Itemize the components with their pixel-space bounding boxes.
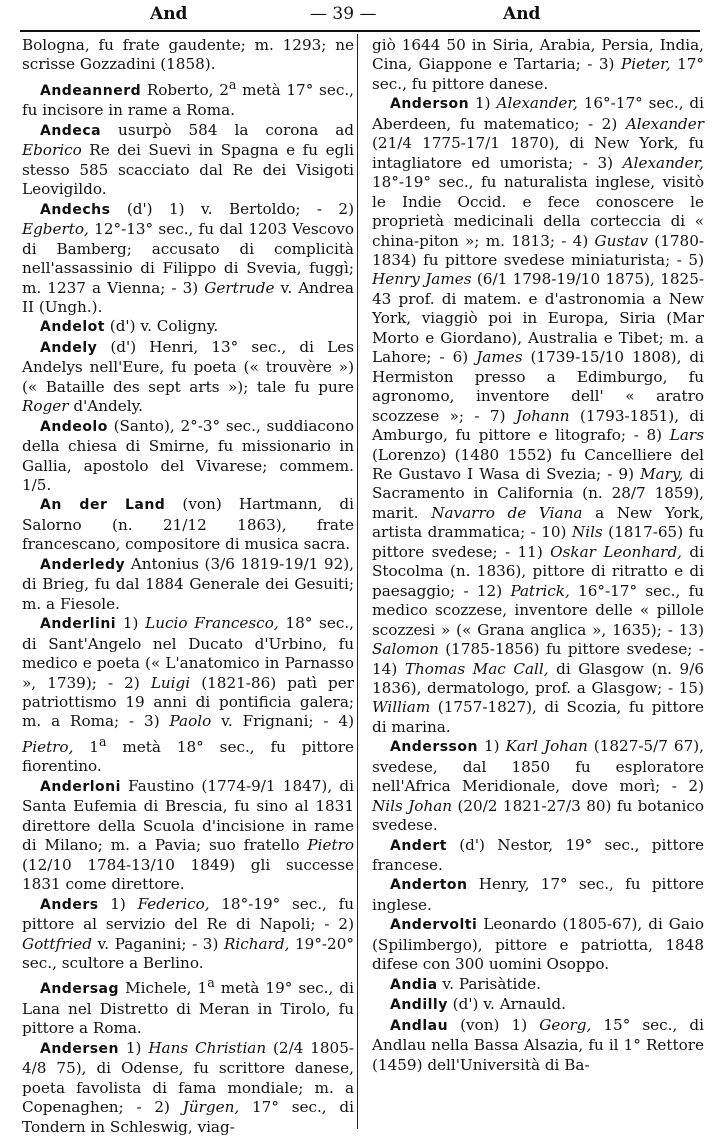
entry-text: v. Paganini; - 3) xyxy=(91,934,224,953)
entry-text: giò 1644 50 in Siria, Arabia, Persia, India, Cina, Giappone e Tartaria; - 3) xyxy=(372,36,704,74)
entry-text: (Santo), 2°-3° sec., suddiacono della chiesa di Smirne, fu missionario in Gallia, apostolo del Vivarese; commem. 1/5. xyxy=(22,416,354,495)
entry-headword: Andersen xyxy=(40,1040,120,1057)
dictionary-entry xyxy=(22,200,354,318)
dictionary-entry xyxy=(372,94,704,737)
entry-italic-name: Gertrude xyxy=(204,278,275,297)
entry-text: Faustino (1774-9/1 1847), di Santa Eufemia di Brescia, fu sino al 1831 direttore della Scuola d'incisione in rame di Milano; m. a Pavia; suo fratello xyxy=(22,776,354,855)
entry-italic-name: Mary, xyxy=(640,464,684,483)
dictionary-entry xyxy=(22,895,354,974)
entry-text: 1) xyxy=(116,614,146,633)
entry-headword: Anders xyxy=(40,896,99,913)
dictionary-entry xyxy=(372,1016,704,1075)
entry-headword: Anderloni xyxy=(40,778,121,795)
entry-headword: Andersag xyxy=(40,981,120,998)
entry-text: 1) xyxy=(477,737,506,756)
entry-text: 16°-17° sec., di Aberdeen, fu matematico; - 2) xyxy=(372,94,704,133)
entry-text: (1780-1834) fu pittore svedese miniaturista; - 5) xyxy=(372,231,704,269)
entry-italic-name: Paolo xyxy=(169,712,212,731)
entry-headword: Andeolo xyxy=(40,418,108,435)
entry-text: Antonius (3/6 1819-19/1 92), di Brieg, fu dal 1884 Generale dei Gesuiti; m. a Fiesole. xyxy=(22,554,354,613)
entry-italic-name: Pieter, xyxy=(621,55,671,74)
entry-headword: Andervolti xyxy=(390,917,478,934)
entry-headword: Anderledy xyxy=(40,556,126,573)
entry-text: Bologna, fu frate gaudente; m. 1293; ne scrisse Gozzadini (1858). xyxy=(22,36,354,74)
entry-text: 1) xyxy=(119,1038,149,1057)
entry-text: (von) Hartmann, di Salorno (n. 21/12 1863), frate francescano, compositore di musica sacra. xyxy=(22,495,354,554)
dictionary-entry xyxy=(22,121,354,200)
entry-headword: Andechs xyxy=(40,201,111,218)
entry-italic-name: Alexander, xyxy=(622,153,704,172)
entry-italic-name: Oskar Leonhard, xyxy=(550,542,682,561)
page-header xyxy=(0,0,718,28)
entry-text: 16°-17° sec., fu medico scozzese, inventore delle « pillole scozzesi » (« Grana anglica », 1635); - 13) xyxy=(372,581,704,639)
dictionary-entry xyxy=(22,973,354,1038)
entry-italic-name: Nils Johan xyxy=(372,796,453,815)
entry-text: di Sacramento in California (n. 28/7 1859), marit. xyxy=(372,464,704,522)
left-column xyxy=(22,36,354,1137)
entry-text: (21/4 1775-17/1 1870), di New York, fu intagliatore ed umorista; - 3) xyxy=(372,134,704,172)
entry-text: (20/2 1821-27/3 80) fu botanico svedese. xyxy=(372,796,704,835)
entry-text: Henry, 17° sec., fu pittore inglese. xyxy=(372,875,704,914)
entry-italic-name: Federico, xyxy=(137,894,210,913)
entry-italic-name: Jürgen, xyxy=(182,1098,240,1117)
entry-italic-name: Nils xyxy=(571,523,603,542)
header-rule xyxy=(20,30,700,32)
entry-text: 17° sec., fu pittore danese. xyxy=(372,55,705,93)
entry-italic-name: Pietro, xyxy=(22,737,74,756)
entry-italic-name: Eborico xyxy=(22,141,82,160)
entry-headword: Andersson xyxy=(390,739,478,756)
entry-text: 18°-19° sec., fu naturalista inglese, visitò le Indie Occid. e fece conoscere le proprietà medicinali della corteccia di « china-piton »; m. 1813; - 4) xyxy=(372,173,704,250)
entry-text: (1821-86) patì per patriottismo 19 anni di pontificia galera; m. a Roma; - 3) xyxy=(22,673,354,731)
entry-italic-name: Henry James xyxy=(372,270,472,289)
entry-text: (Lorenzo) (1480 1552) fu Cancelliere del Re Gustavo I Wasa di Svezia; - 9) xyxy=(372,445,704,483)
dictionary-entry xyxy=(372,975,704,995)
dictionary-entry xyxy=(372,995,704,1015)
entry-italic-name: Alexander, xyxy=(496,94,578,113)
entry-text: (12/10 1784-13/10 1849) gli successe 1831 come direttore. xyxy=(22,855,354,894)
entry-text: di Stocolma (n. 1836), pittore di ritratto e di paesaggio; - 12) xyxy=(372,542,704,600)
entry-italic-name: Luigi xyxy=(150,673,191,692)
dictionary-entry xyxy=(372,875,704,915)
entry-headword: Andia xyxy=(390,976,438,993)
entry-italic-name: Roger xyxy=(22,397,69,416)
dictionary-entry xyxy=(22,338,354,417)
entry-italic-name: Karl Johan xyxy=(505,737,588,756)
entry-text: Re dei Suevi in Spagna e fu egli stesso 585 scacciato dal Re dei Visigoti Leovigildo. xyxy=(22,141,354,199)
entry-text: d'Andely. xyxy=(68,397,143,416)
entry-text: metà 18° sec., fu pittore fiorentino. xyxy=(22,737,354,776)
entry-text: v. Parisàtide. xyxy=(437,974,541,993)
entry-text: 1) xyxy=(98,894,138,913)
entry-italic-name: Egberto, xyxy=(22,220,89,239)
entry-text: (d') 1) v. Bertoldo; - 2) xyxy=(110,199,354,218)
entry-text: (1817-65) fu pittore svedese; - 11) xyxy=(372,523,704,561)
entry-text: 19°-20° sec., scultore a Berlino. xyxy=(22,934,354,972)
entry-text: 1) xyxy=(469,94,497,113)
entry-headword: An der Land xyxy=(40,497,166,514)
right-column xyxy=(372,36,704,1075)
entry-text: (d') Nestor, 19° sec., pittore francese. xyxy=(372,835,704,875)
entry-text: a New York, artista drammatica; - 10) xyxy=(372,503,704,542)
entry-italic-name: Lars xyxy=(669,426,704,445)
entry-italic-name: Patrick, xyxy=(510,581,570,600)
entry-headword: Anderlini xyxy=(40,616,117,633)
entry-text: (von) 1) xyxy=(448,1015,540,1034)
entry-italic-name: Georg, xyxy=(539,1015,592,1034)
entry-italic-name: William xyxy=(372,698,431,717)
entry-text: a xyxy=(98,733,107,749)
entry-italic-name: Salomon xyxy=(372,640,439,659)
entry-headword: Anderton xyxy=(390,877,468,894)
entry-italic-name: Hans Christian xyxy=(148,1038,267,1057)
dictionary-entry xyxy=(372,36,704,94)
entry-text: (1793-1851), di Amburgo, fu pittore e litografo; - 8) xyxy=(372,406,704,445)
entry-text: Michele, 1 xyxy=(119,979,208,998)
entry-headword: Andeannerd xyxy=(40,82,142,99)
entry-text: (d') v. Arnauld. xyxy=(447,995,566,1014)
entry-italic-name: Richard, xyxy=(223,934,290,953)
entry-italic-name: Gustav xyxy=(594,231,648,250)
entry-text: (2/4 1805-4/8 75), di Odense, fu scrittore danese, poeta favolista di fama mondiale; m. a Copenaghen; - 2) xyxy=(22,1038,354,1117)
entry-text: a xyxy=(228,76,237,92)
dictionary-entry xyxy=(22,614,354,777)
entry-headword: Andilly xyxy=(390,997,448,1014)
entry-text: a xyxy=(207,975,215,991)
entry-text: (d') v. Coligny. xyxy=(104,317,219,336)
entry-headword: Andlau xyxy=(390,1017,449,1034)
entry-text: Leonardo (1805-67), di Gaio (Spilimbergo), pittore e patriotta, 1848 difese con 300 uomini Osoppo. xyxy=(372,915,704,974)
entry-italic-name: Gottfried xyxy=(22,934,92,953)
entry-text: (1739-15/10 1808), di Hermiston presso a Edimburgo, fu agronomo, inventore dell' « aratro scozzese »; - 7) xyxy=(372,348,704,425)
entry-text: metà 19° sec., di Lana nel Distretto di Meran in Tirolo, fu pittore a Roma. xyxy=(22,979,354,1038)
dictionary-entry xyxy=(372,836,704,876)
entry-text: 18° sec., di Sant'Angelo nel Ducato d'Urbino, fu medico e poeta (« L'anatomico in Parnasso », 1739); - 2) xyxy=(22,614,354,692)
entry-text: (1757-1827), di Scozia, fu pittore di marina. xyxy=(372,698,704,736)
dictionary-entry xyxy=(22,75,354,121)
entry-italic-name: James xyxy=(476,348,523,367)
entry-headword: Anderson xyxy=(390,96,470,113)
entry-italic-name: Alexander xyxy=(625,114,704,133)
entry-headword: Andert xyxy=(390,837,447,854)
entry-text: Roberto, 2 xyxy=(141,80,229,99)
entry-text: (6/1 1798-19/10 1875), 1825-43 prof. di matem. e d'astronomia a New York, viaggiò poi in Europa, Siria (Mar Morto e Giordano), Australia e Tibet; m. a Lahore; - 6) xyxy=(372,270,704,367)
entry-text: 12°-13° sec., fu dal 1203 Vescovo di Bamberg; accusato di complicità nell'assassinio di Filippo di Svevia, fuggì; m. 1237 a Vienna; - 3) xyxy=(22,220,354,297)
entry-text: usurpò 584 la corona ad xyxy=(101,120,354,139)
dictionary-entry xyxy=(22,317,354,337)
dictionary-entry xyxy=(22,777,354,895)
entry-headword: Andelot xyxy=(40,319,105,336)
dictionary-entry xyxy=(22,1039,354,1137)
entry-text: di Glasgow (n. 9/6 1836), dermatologo, prof. a Glasgow; - 15) xyxy=(372,659,704,697)
entry-italic-name: Johann xyxy=(515,406,570,425)
entry-text: metà 17° sec., fu incisore in rame a Roma. xyxy=(22,80,354,120)
entry-text: v. Andrea II (Ungh.). xyxy=(22,278,354,316)
entry-text: 15° sec., di Andlau nella Bassa Alsazia, fu il 1° Rettore (1459) dell'Università di Ba- xyxy=(372,1015,704,1074)
entry-text: 1 xyxy=(73,737,99,756)
dictionary-entry xyxy=(372,915,704,974)
entry-headword: Andeca xyxy=(40,122,102,139)
page-number: — 39 — xyxy=(310,4,377,24)
entry-text: (1827-5/7 67), svedese, dal 1850 fu esploratore nell'Africa Meridionale, dove morì; - 2) xyxy=(372,737,704,796)
entry-italic-name: Navarro de Viana xyxy=(431,503,583,522)
entry-italic-name: Lucio Francesco, xyxy=(145,614,279,633)
running-head-right: And xyxy=(503,4,541,24)
dictionary-entry xyxy=(22,495,354,554)
dictionary-entry xyxy=(22,36,354,75)
entry-italic-name: Thomas Mac Call, xyxy=(404,659,549,678)
entry-text: 17° sec., di Tondern in Schleswig, viag- xyxy=(22,1098,354,1136)
entry-italic-name: Pietro xyxy=(307,836,354,855)
entry-text: (1785-1856) fu pittore svedese; - 14) xyxy=(372,640,704,678)
entry-headword: Andely xyxy=(40,339,98,356)
entry-text: v. Frignani; - 4) xyxy=(211,712,355,731)
dictionary-entry xyxy=(372,737,704,835)
entry-text: 18°-19° sec., fu pittore al servizio del Re di Napoli; - 2) xyxy=(22,894,354,934)
dictionary-entry xyxy=(22,417,354,496)
column-divider xyxy=(357,34,358,1129)
entry-text: (d') Henri, 13° sec., di Les Andelys nell'Eure, fu poeta (« trouvère ») (« Bataille des sept arts »); tale fu pure xyxy=(22,337,354,396)
dictionary-entry xyxy=(22,555,354,614)
running-head-left: And xyxy=(150,4,188,24)
